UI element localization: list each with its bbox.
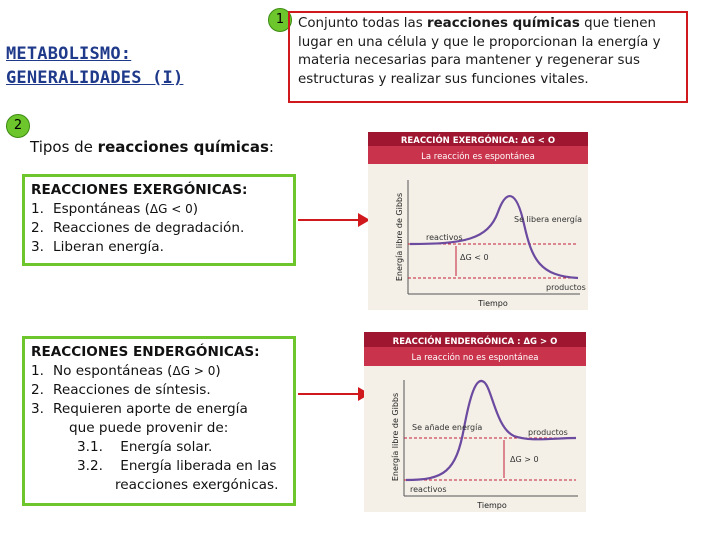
exergonic-band-title: REACCIÓN EXERGÓNICA: ΔG < O bbox=[400, 136, 556, 146]
endergonic-energy-label: Se añade energía bbox=[412, 423, 483, 432]
endergonic-item-1-num: 1. bbox=[31, 363, 44, 379]
endergonic-item-2 bbox=[31, 381, 287, 400]
endergonic-ylabel: Energía libre de Gibbs bbox=[391, 392, 400, 482]
endergonic-sub-1: 3.1. Energía solar. bbox=[77, 439, 213, 455]
definition-text-2: que tienen lugar en una célula y que le proporcionan la energía y materia necesarias para mantener y regenerar sus estructuras y realizar sus funciones vitales. bbox=[298, 16, 661, 87]
endergonic-item-3-num: 3. bbox=[31, 401, 44, 417]
endergonic-productos-label: productos bbox=[528, 428, 568, 437]
endergonic-reactivos-label: reactivos bbox=[410, 485, 447, 494]
endergonic-item-3-cont: que puede provenir de: bbox=[69, 420, 229, 436]
endergonic-item-1-math: ΔG > 0 bbox=[172, 364, 216, 378]
endergonic-item-2-num: 2. bbox=[31, 382, 44, 398]
page-title-line1: METABOLISMO: bbox=[6, 44, 132, 64]
exergonic-item-1 bbox=[31, 200, 287, 219]
page-title bbox=[6, 42, 266, 90]
exergonic-band-sub: La reacción es espontánea bbox=[421, 152, 535, 162]
arrow-exergonic bbox=[296, 210, 372, 230]
endergonic-sub-2-cont: reacciones exergónicas. bbox=[115, 477, 279, 493]
exergonic-item-3-text: Liberan energía. bbox=[53, 239, 164, 255]
types-prefix: Tipos de bbox=[30, 138, 98, 156]
definition-box bbox=[288, 11, 688, 103]
endergonic-item-1-text: No espontáneas ( bbox=[53, 363, 173, 379]
types-heading bbox=[30, 138, 274, 156]
exergonic-reactivos-label: reactivos bbox=[426, 233, 463, 242]
exergonic-item-2 bbox=[31, 219, 287, 238]
endergonic-diagram bbox=[364, 332, 586, 512]
definition-text-1: Conjunto todas las bbox=[298, 16, 427, 31]
exergonic-item-2-num: 2. bbox=[31, 220, 44, 236]
badge-one: 1 bbox=[268, 8, 292, 32]
exergonic-dg-label: ΔG < 0 bbox=[460, 253, 489, 262]
definition-bold: reacciones químicas bbox=[426, 16, 580, 31]
endergonic-xlabel: Tiempo bbox=[477, 501, 507, 510]
page-title-line2: GENERALIDADES (I) bbox=[6, 68, 184, 88]
exergonic-ylabel: Energía libre de Gibbs bbox=[395, 192, 404, 282]
arrow-endergonic bbox=[296, 384, 372, 404]
endergonic-box bbox=[22, 336, 296, 506]
endergonic-item-2-text: Reacciones de síntesis. bbox=[53, 382, 211, 398]
endergonic-header: REACCIONES ENDERGÓNICAS: bbox=[31, 344, 260, 360]
exergonic-header: REACCIONES EXERGÓNICAS: bbox=[31, 182, 248, 198]
exergonic-item-3-num: 3. bbox=[31, 239, 44, 255]
exergonic-item-1-math: ΔG < 0 bbox=[149, 202, 193, 216]
endergonic-band-sub: La reacción no es espontánea bbox=[411, 353, 539, 363]
exergonic-item-3 bbox=[31, 238, 287, 257]
types-suffix: : bbox=[268, 138, 274, 156]
exergonic-energy-label: Se libera energía bbox=[514, 215, 582, 224]
endergonic-item-1 bbox=[31, 362, 287, 381]
exergonic-item-1-close: ) bbox=[192, 201, 199, 217]
exergonic-item-2-text: Reacciones de degradación. bbox=[53, 220, 245, 236]
exergonic-diagram bbox=[368, 132, 588, 310]
exergonic-xlabel: Tiempo bbox=[478, 299, 508, 308]
badge-two: 2 bbox=[6, 114, 30, 138]
endergonic-band-title: REACCIÓN ENDERGÓNICA : ΔG > O bbox=[392, 337, 558, 347]
endergonic-item-3 bbox=[31, 400, 287, 419]
types-bold: reacciones químicas bbox=[97, 138, 269, 156]
endergonic-dg-label: ΔG > 0 bbox=[510, 455, 539, 464]
exergonic-item-1-text: Espontáneas ( bbox=[53, 201, 150, 217]
endergonic-item-3-text: Requieren aporte de energía bbox=[53, 401, 248, 417]
exergonic-box bbox=[22, 174, 296, 266]
exergonic-item-1-num: 1. bbox=[31, 201, 44, 217]
endergonic-item-1-close: ) bbox=[215, 363, 221, 379]
exergonic-productos-label: productos bbox=[546, 283, 586, 292]
endergonic-sub-2: 3.2. Energía liberada en las bbox=[77, 458, 277, 474]
